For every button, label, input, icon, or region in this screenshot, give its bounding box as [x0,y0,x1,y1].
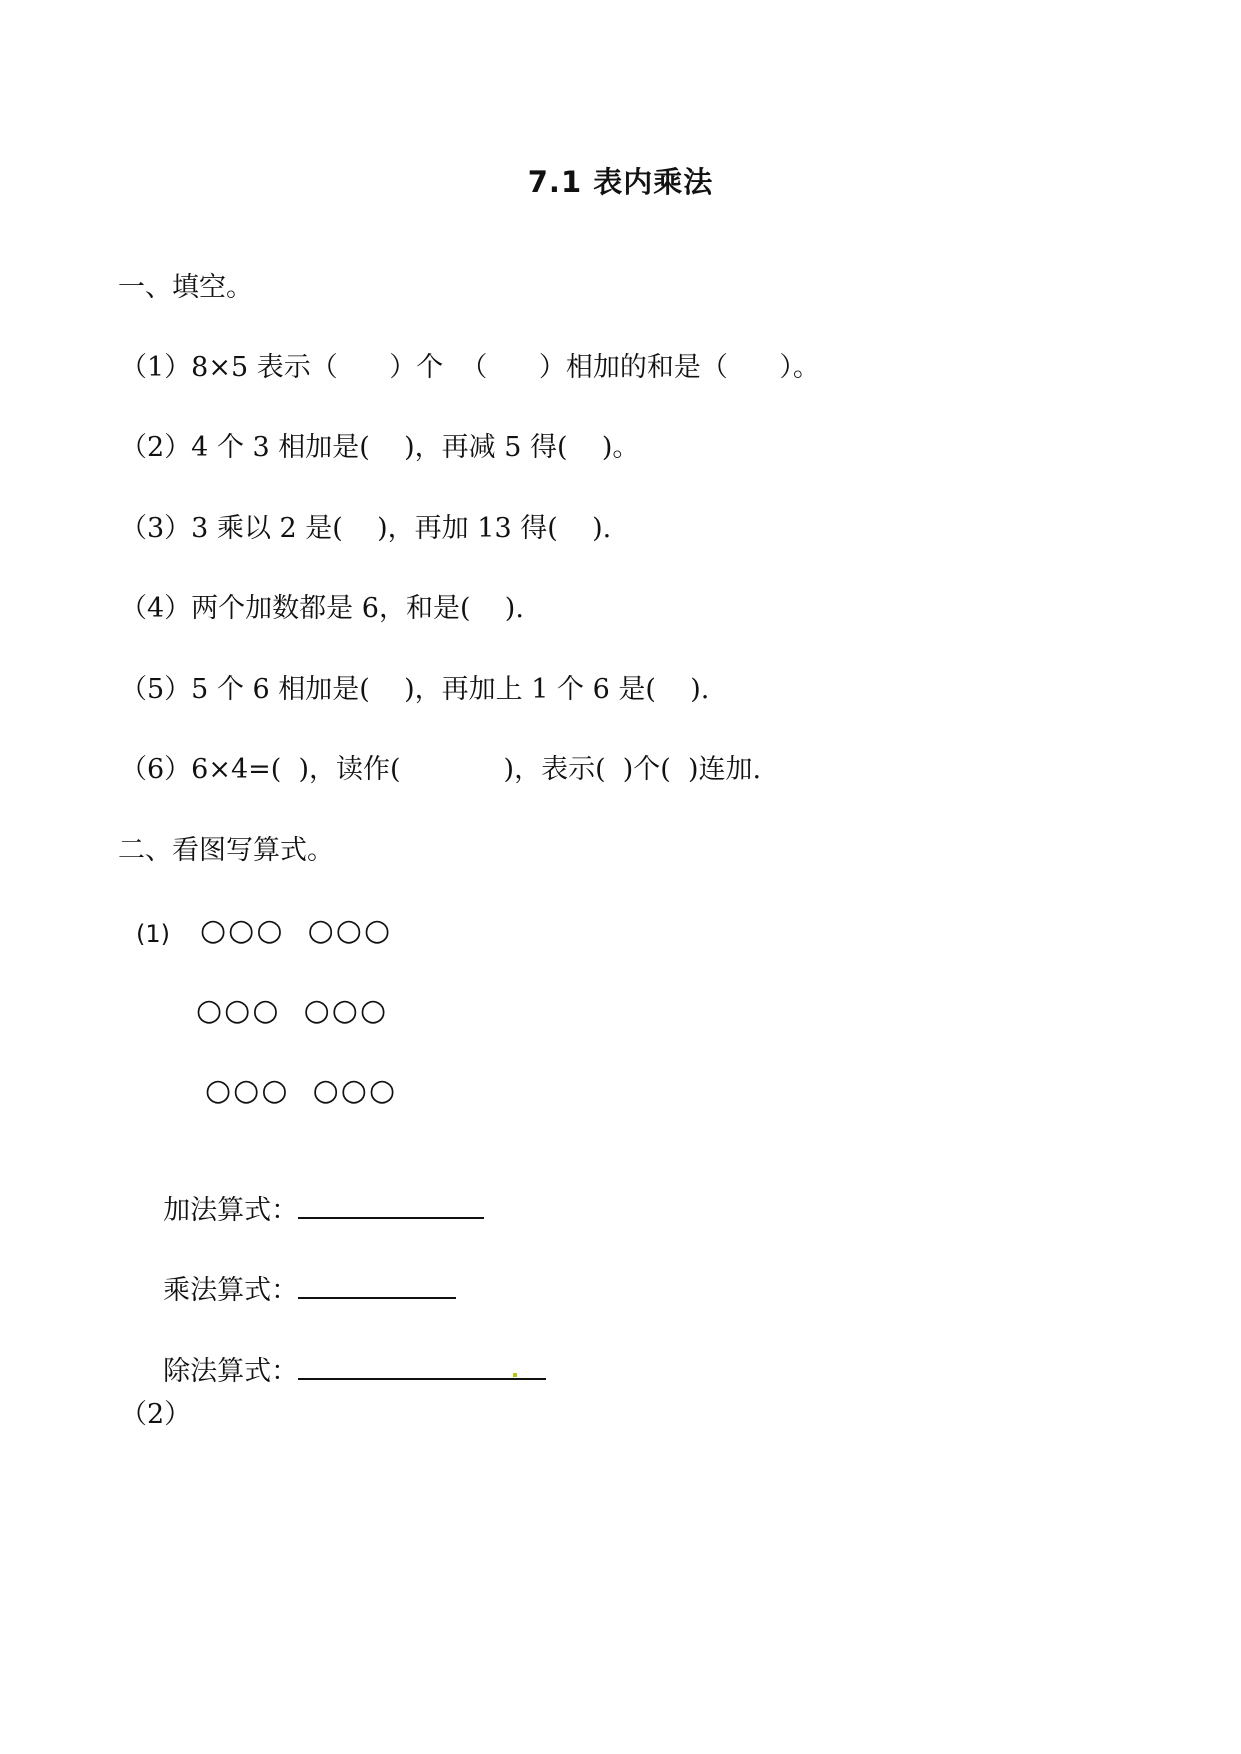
multiplication-label: 乘法算式： [163,1275,299,1306]
section1-heading: 一、填空。 [118,272,253,303]
question-6: （6）6×4=( )，读作( )，表示( )个( )连加. [120,754,762,785]
question-4: （4）两个加数都是 6，和是( ). [120,593,524,624]
addition-label: 加法算式： [163,1195,299,1226]
question-1: （1）8×5 表示（ ）个 （ ）相加的和是（ ）。 [120,352,820,383]
page-title: 7.1 表内乘法 [527,165,714,199]
figure-2-label: （2） [120,1399,192,1430]
question-5: （5）5 个 6 相加是( )，再加上 1 个 6 是( ). [120,674,710,705]
division-answer-blank[interactable] [298,1352,546,1380]
section2-heading: 二、看图写算式。 [118,835,334,866]
addition-answer-blank[interactable] [298,1191,484,1219]
addition-equation-row [146,1155,484,1229]
circle-row-2: ○○○ ○○○ [196,993,389,1028]
multiplication-answer-blank[interactable] [298,1271,456,1299]
question-2: （2）4 个 3 相加是( )，再减 5 得( )。 [120,432,640,463]
question-3: （3）3 乘以 2 是( )，再加 13 得( ). [120,513,612,544]
multiplication-equation-row [146,1235,456,1309]
circle-row-3: ○○○ ○○○ [205,1073,398,1108]
division-label: 除法算式： [163,1356,299,1387]
division-equation-row [146,1316,546,1390]
mark-dot [513,1373,517,1377]
figure-1-label: (1) [136,920,170,948]
circle-row-1: ○○○ ○○○ [200,913,393,948]
